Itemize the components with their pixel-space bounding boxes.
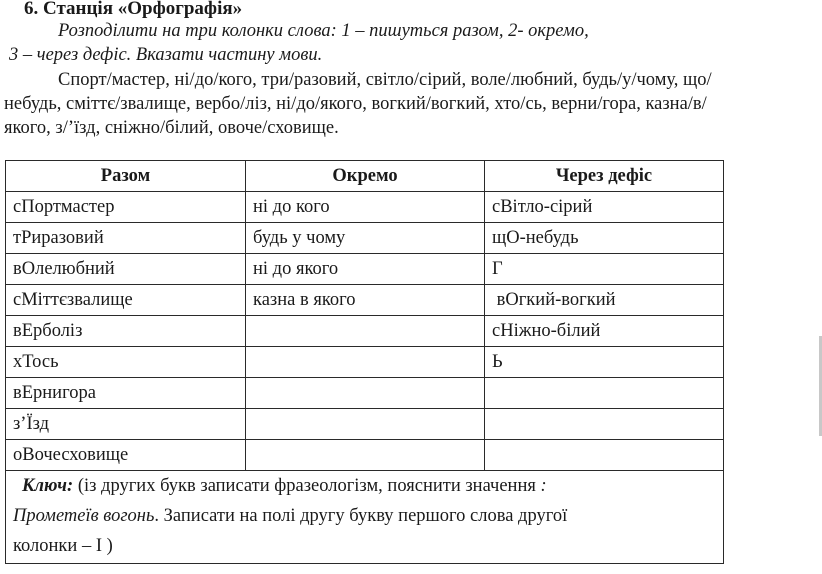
key-text-2: . Записати на полі другу букву першого слова другої bbox=[154, 506, 568, 526]
cell-separately bbox=[246, 347, 485, 378]
key-text-1: (із других букв записати фразеологізм, пояснити значення bbox=[73, 476, 541, 496]
cell-together: вЕрнигора bbox=[6, 378, 246, 409]
key-phrase: Прометеїв вогонь bbox=[13, 506, 155, 526]
cell-separately: ні до кого bbox=[246, 192, 485, 223]
cell-together: тРиразовий bbox=[6, 223, 246, 254]
cell-hyphen: сВітло-сірий bbox=[485, 192, 724, 223]
table-row bbox=[6, 223, 724, 254]
table-header-row bbox=[6, 161, 724, 192]
cell-together: оВочесховище bbox=[6, 440, 246, 471]
key-colon: : bbox=[540, 476, 547, 496]
station-heading: 6. Станція «Орфографія» bbox=[24, 0, 243, 19]
cell-hyphen bbox=[485, 409, 724, 440]
cell-separately bbox=[246, 378, 485, 409]
cell-hyphen: вОгкий-вогкий bbox=[485, 285, 724, 316]
cell-together: сПортмастер bbox=[6, 192, 246, 223]
table-row bbox=[6, 347, 724, 378]
cell-together: вЕрболіз bbox=[6, 316, 246, 347]
cell-hyphen: Г bbox=[485, 254, 724, 285]
spelling-table bbox=[5, 160, 724, 564]
words-line-2: небудь, сміттє/звалище, вербо/ліз, ні/до/якого, вогкий/вогкий, хто/сь, верни/гора, казна/в/ bbox=[4, 94, 707, 114]
cell-separately: будь у чому bbox=[246, 223, 485, 254]
table-row bbox=[6, 316, 724, 347]
cell-hyphen: сНіжно-білий bbox=[485, 316, 724, 347]
cell-together: з’Їзд bbox=[6, 409, 246, 440]
cell-together: хТось bbox=[6, 347, 246, 378]
words-line-3: якого, з/’їзд, сніжно/білий, овоче/сховище. bbox=[4, 118, 339, 138]
table-row bbox=[6, 409, 724, 440]
key-line-2 bbox=[6, 501, 723, 531]
table-row bbox=[6, 440, 724, 471]
cell-together: вОлелюбний bbox=[6, 254, 246, 285]
key-line-1 bbox=[6, 471, 723, 501]
table-row bbox=[6, 378, 724, 409]
key-line-3 bbox=[6, 531, 723, 561]
task-line-1: Розподілити на три колонки слова: 1 – пишуться разом, 2- окремо, bbox=[58, 21, 589, 41]
key-cell bbox=[6, 471, 724, 564]
cell-separately bbox=[246, 316, 485, 347]
table-row bbox=[6, 285, 724, 316]
cell-separately bbox=[246, 409, 485, 440]
header-together: Разом bbox=[6, 161, 246, 192]
header-hyphen: Через дефіс bbox=[485, 161, 724, 192]
cell-together: сМіттєзвалище bbox=[6, 285, 246, 316]
cell-separately: ні до якого bbox=[246, 254, 485, 285]
task-line-2: 3 – через дефіс. Вказати частину мови. bbox=[9, 45, 323, 65]
cell-hyphen: Ь bbox=[485, 347, 724, 378]
header-separately: Окремо bbox=[246, 161, 485, 192]
key-row bbox=[6, 471, 724, 564]
cell-hyphen bbox=[485, 440, 724, 471]
cell-separately bbox=[246, 440, 485, 471]
cell-hyphen bbox=[485, 378, 724, 409]
key-label: Ключ: bbox=[22, 476, 74, 496]
cell-hyphen: щО-небудь bbox=[485, 223, 724, 254]
table-row bbox=[6, 254, 724, 285]
cell-separately: казна в якого bbox=[246, 285, 485, 316]
table-row bbox=[6, 192, 724, 223]
words-line-1: Спорт/мастер, ні/до/кого, три/разовий, світло/сірий, воле/любний, будь/у/чому, що/ bbox=[58, 70, 712, 90]
key-text-3: колонки – І ) bbox=[13, 536, 113, 556]
spelling-table-wrapper bbox=[5, 160, 724, 564]
